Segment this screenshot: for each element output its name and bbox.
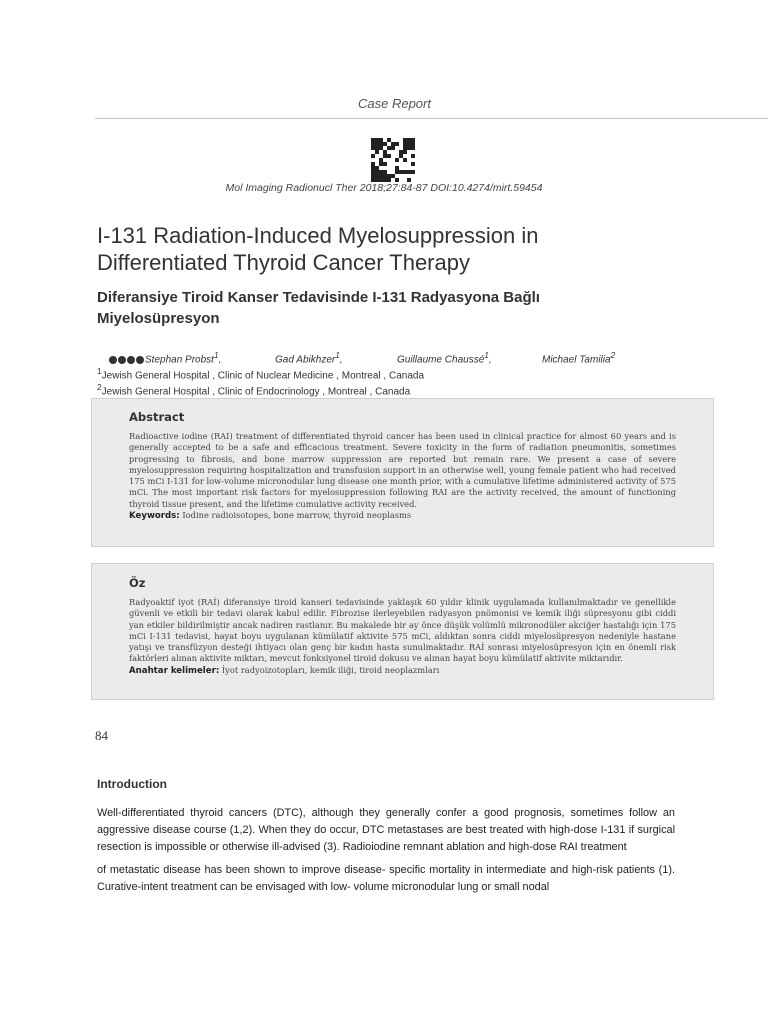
affiliation-text: Jewish General Hospital , Clinic of Endocrinology , Montreal , Canada [101,386,411,398]
article-title-turkish [97,287,697,329]
header-divider [95,118,768,119]
author-name: Michael Tamilia [542,354,611,366]
abstract-keywords [129,510,676,521]
author-4[interactable] [542,350,615,365]
author-2[interactable] [275,350,343,365]
article-title [97,222,697,276]
affiliation-sup: 2 [97,382,102,392]
abstract-text: Radioactive iodine (RAI) treatment of differentiated thyroid cancer has been used in clinical practice for almost 60 years and is generally accepted to be a safe and efficacious treatment. Severe toxicity in the form of radiation pneumonitis, sometimes progressing to fibrosis, and bone marrow suppression are reported but remain rare. We present a case of severe myelosuppression requiring hospitalization and transfusion support in an otherwise well, young female patient who had received 175 mCi I-131 for low-volume micronodular lung disease one month prior, with a cumulative lifetime administered activity of 575 mCi. The most important risk factors for myelosuppression following RAI are the activity received, the amount of functioning thyroid tissue present, and the lifetime cumulative activity received. [129,431,676,509]
title-line-2: Differentiated Thyroid Cancer Therapy [97,250,470,275]
oz-heading: Öz [129,576,146,590]
author-sup: 2 [610,350,616,360]
abstract-box [91,398,714,547]
affiliation-text: Jewish General Hospital , Clinic of Nuclear Medicine , Montreal , Canada [101,370,425,382]
citation-line: Mol Imaging Radionucl Ther 2018;27:84-87 DOI:10.4274/mirt.59454 [225,182,543,194]
orcid-icon[interactable] [109,356,117,364]
keywords-label: Keywords: [129,511,180,522]
orcid-icon[interactable] [127,356,135,364]
title-tr-line-1: Diferansiye Tiroid Kanser Tedavisinde I-131 Radyasyona Bağlı [97,289,540,306]
author-3[interactable] [397,350,492,365]
keywords-text: Iodine radioisotopes, bone marrow, thyroid neoplasms [182,510,412,521]
anahtar-kelimeler-text: İyot radyoizotopları, kemik iliği, tiroid neoplazmları [221,664,440,675]
page-number: 84 [95,728,108,743]
author-separator: , [218,354,222,366]
anahtar-kelimeler-label: Anahtar kelimeler: [129,665,220,676]
article-type-label: Case Report [358,96,431,111]
affiliation-1 [97,366,424,381]
author-name: Gad Abikhzer [275,354,336,366]
oz-box [91,563,714,700]
orcid-icon[interactable] [136,356,144,364]
author-name: Guillaume Chaussé [397,354,485,366]
oz-text: Radyoaktif iyot (RAİ) diferansiye tiroid kanseri tedavisinde yaklaşık 60 yıldır klinik uygulamada kullanılmaktadır ve genellikle güvenli ve etkili bir tedavi olarak kabul edilir. Fibrozise ilerleyebilen radyasyon pnömonisi ve kemik iliği süpresyonu gibi ciddi yan etkiler bildirilmiştir ancak nadiren rastlanır. Bu makalede bir ay önce düşük volümlü mikronodüler akciğer hastalığı için 175 mCi I-131 tedavisi, hayat boyu uygulanan kümülatif aktivite 575 mCi, aldıktan sonra ciddi miyelosüpresyon nedeniyle hastane yatışı ve transfüzyon desteği ihtiyacı olan genç bir kadın hasta sunulmaktadır. RAİ sonrası miyelosüpresyon için en önemli risk faktörleri alınan aktivite miktarı, mevcut fonksiyonel tiroid dokusu ve alınan hayat boyu kümülatif aktivite miktarıdır. [129,597,676,664]
introduction-paragraph-1: Well-differentiated thyroid cancers (DTC), although they generally confer a good prognosis, sometimes follow an aggressive disease course (1,2). When they do occur, DTC metastases are best treated with high-dose I-131 if surgical resection is impossible or otherwise ill-advised (3). Radioiodine remnant ablation and high-dose RAI treatment [97,807,675,853]
affiliation-sup: 1 [97,366,102,376]
introduction-paragraph-2: of metastatic disease has been shown to improve disease- specific mortality in intermediate and high-risk patients (1). Curative-intent treatment can be envisaged with low- volume micronodular lung or small nodal [97,864,675,893]
abstract-heading: Abstract [129,410,185,424]
author-separator: , [488,354,492,366]
qr-code-icon [371,138,415,182]
introduction-heading: Introduction [97,777,167,791]
author-sup: 1 [213,350,219,360]
title-tr-line-2: Miyelosüpresyon [97,310,220,327]
author-sup: 1 [335,350,340,360]
oz-keywords [129,665,676,676]
author-list [109,350,669,366]
author-separator: , [339,354,343,366]
author-name: Stephan Probst [145,354,214,366]
affiliation-2 [97,382,410,397]
title-line-1: I-131 Radiation-Induced Myelosuppression in [97,223,539,248]
orcid-icon[interactable] [118,356,126,364]
author-sup: 1 [484,350,489,360]
author-1[interactable] [109,350,221,365]
